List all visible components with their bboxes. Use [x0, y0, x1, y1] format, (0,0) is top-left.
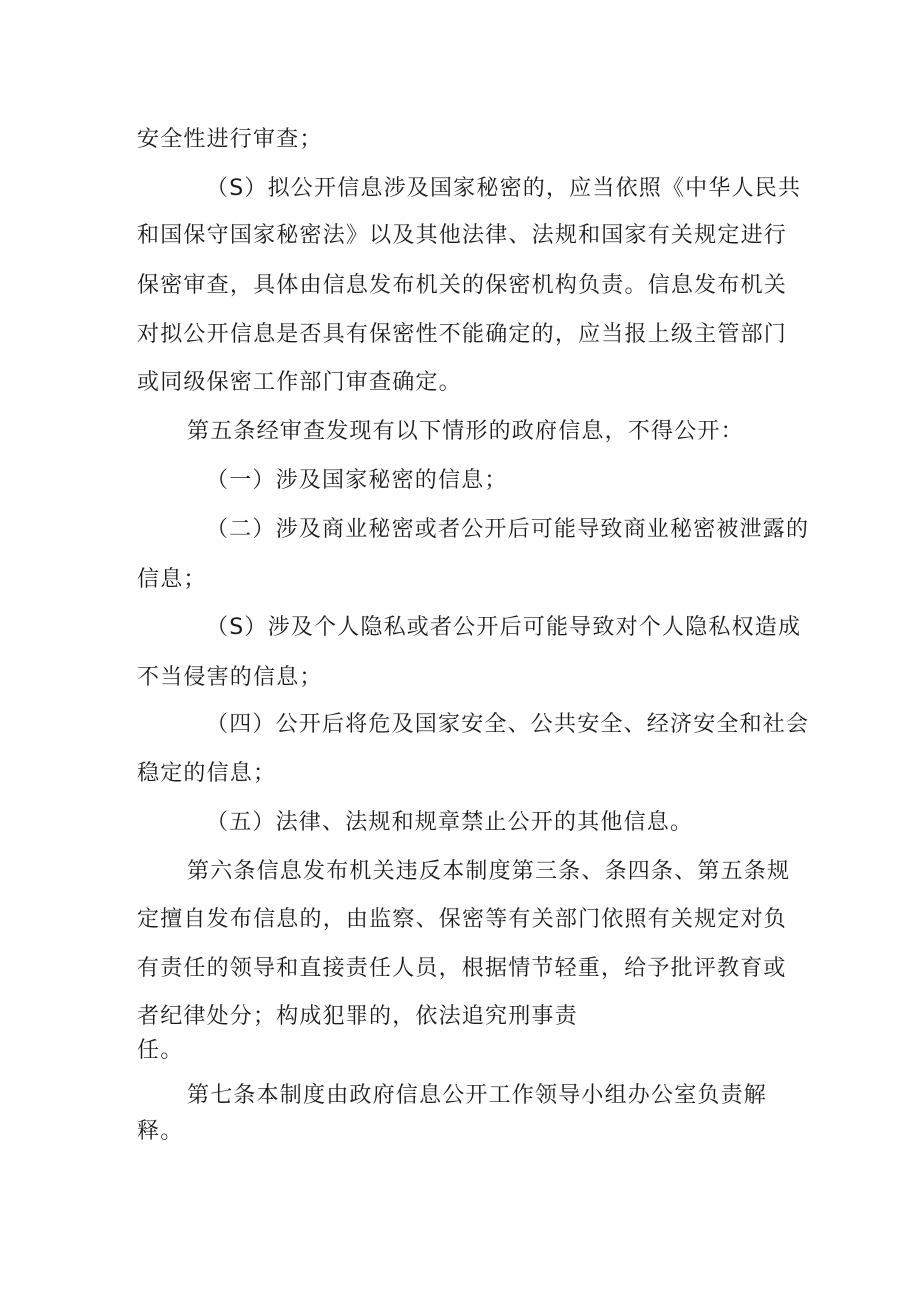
- text-line: 释。: [137, 1119, 184, 1144]
- text-line: 信息；: [137, 567, 207, 592]
- text-line: 有责任的领导和直接责任人员，根据情节轻重，给予批评教育或: [137, 956, 787, 981]
- text-line: 第五条经审查发现有以下情形的政府信息，不得公开：: [187, 419, 744, 444]
- text-line: 稳定的信息；: [137, 761, 277, 786]
- text-line: 第七条本制度由政府信息公开工作领导小组办公室负责解: [187, 1083, 768, 1108]
- text-line: （二）涉及商业秘密或者公开后可能导致商业秘密被泄露的: [206, 517, 810, 542]
- text-line: 定擅自发布信息的，由监察、保密等有关部门依照有关规定对负: [137, 907, 787, 932]
- text-line: 对拟公开信息是否具有保密性不能确定的，应当报上级主管部门: [137, 322, 787, 347]
- text-line: （四）公开后将危及国家安全、公共安全、经济安全和社会: [206, 712, 810, 737]
- text-line: （S）涉及个人隐私或者公开后可能导致对个人隐私权造成: [206, 615, 802, 640]
- text-line: 保密审查，具体由信息发布机关的保密机构负责。信息发布机关: [137, 273, 787, 298]
- text-line: 不当侵害的信息；: [137, 665, 323, 690]
- text-line: （S）拟公开信息涉及国家秘密的，应当依照《中华人民共: [206, 176, 802, 201]
- text-line: 或同级保密工作部门审查确定。: [137, 370, 462, 395]
- text-line: 安全性进行审查；: [137, 127, 323, 152]
- text-line: 者纪律处分；构成犯罪的，依法追究刑事责: [137, 1004, 578, 1029]
- text-line: 任。: [137, 1038, 184, 1063]
- text-line: 和国保守国家秘密法》以及其他法律、法规和国家有关规定进行: [137, 223, 787, 248]
- text-line: 第六条信息发布机关违反本制度第三条、条四条、第五条规: [187, 859, 791, 884]
- text-line: （一）涉及国家秘密的信息；: [206, 468, 508, 493]
- text-line: （五）法律、法规和规章禁止公开的其他信息。: [206, 810, 694, 835]
